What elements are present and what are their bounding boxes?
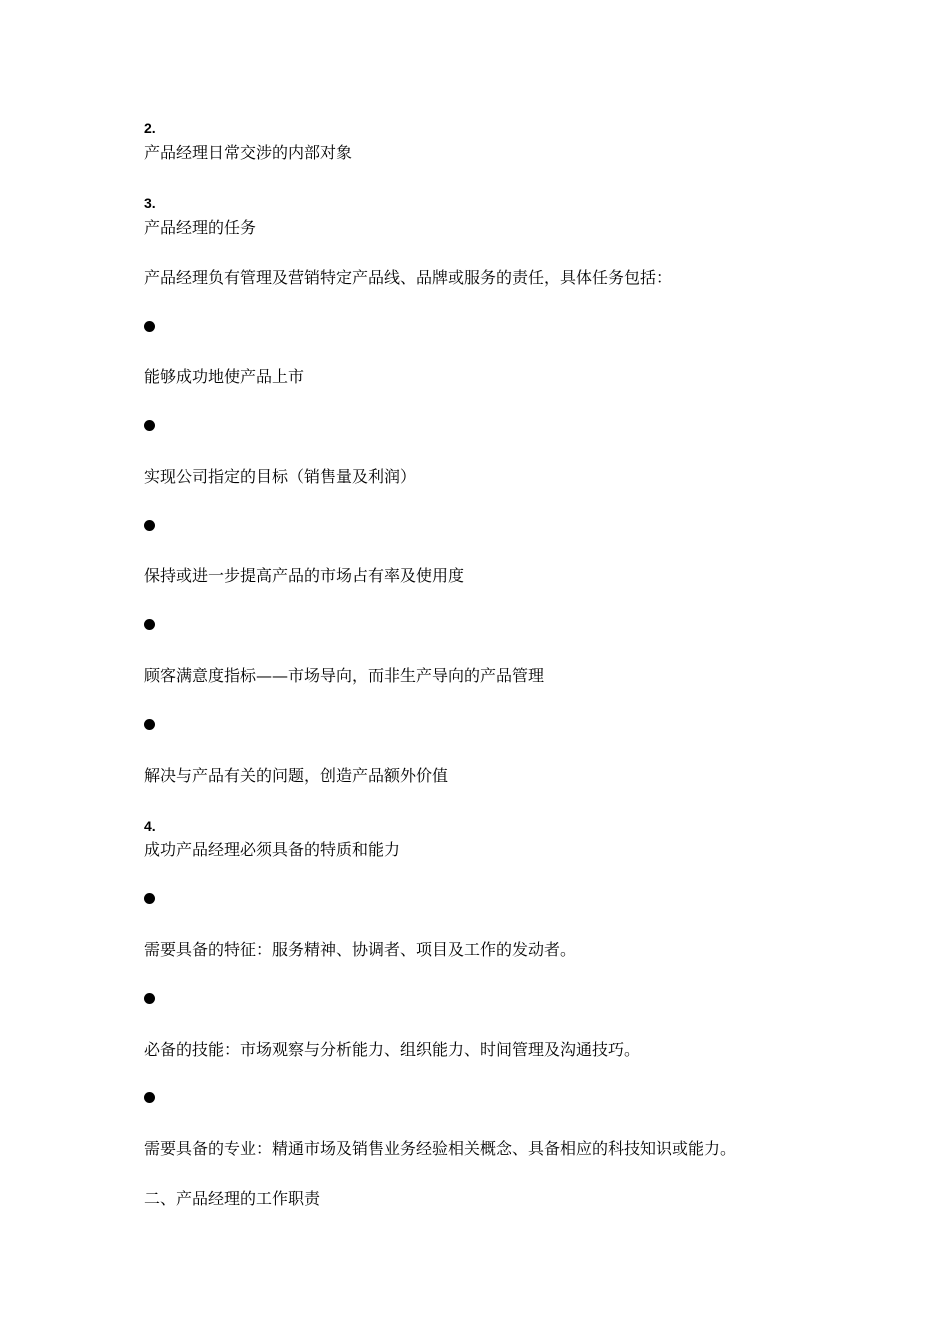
- ability-item: 需要具备的专业：精通市场及销售业务经验相关概念、具备相应的科技知识或能力。: [144, 1139, 737, 1158]
- ability-item: 需要具备的特征：服务精神、协调者、项目及工作的发动者。: [144, 940, 577, 959]
- section-title-3: 产品经理的任务: [144, 218, 257, 237]
- bullet-icon: [144, 893, 155, 904]
- section-number-4: 4.: [144, 818, 156, 834]
- bullet-icon: [144, 321, 155, 332]
- bullet-icon: [144, 993, 155, 1004]
- bullet-icon: [144, 1092, 155, 1103]
- bullet-icon: [144, 719, 155, 730]
- bullet-icon: [144, 619, 155, 630]
- bullet-icon: [144, 420, 155, 431]
- bullet-icon: [144, 520, 155, 531]
- task-item: 实现公司指定的目标（销售量及利润）: [144, 467, 417, 486]
- task-item: 顾客满意度指标——市场导向，而非生产导向的产品管理: [144, 666, 545, 685]
- task-item: 保持或进一步提高产品的市场占有率及使用度: [144, 566, 465, 585]
- section-number-2: 2.: [144, 120, 156, 136]
- task-item: 能够成功地使产品上市: [144, 367, 305, 386]
- section-title-2: 产品经理日常交涉的内部对象: [144, 143, 353, 162]
- ability-item: 必备的技能：市场观察与分析能力、组织能力、时间管理及沟通技巧。: [144, 1040, 641, 1059]
- section-title-4: 成功产品经理必须具备的特质和能力: [144, 840, 401, 859]
- next-heading: 二、产品经理的工作职责: [144, 1189, 321, 1208]
- task-intro: 产品经理负有管理及营销特定产品线、品牌或服务的责任，具体任务包括：: [144, 268, 673, 287]
- section-number-3: 3.: [144, 195, 156, 211]
- task-item: 解决与产品有关的问题，创造产品额外价值: [144, 766, 449, 785]
